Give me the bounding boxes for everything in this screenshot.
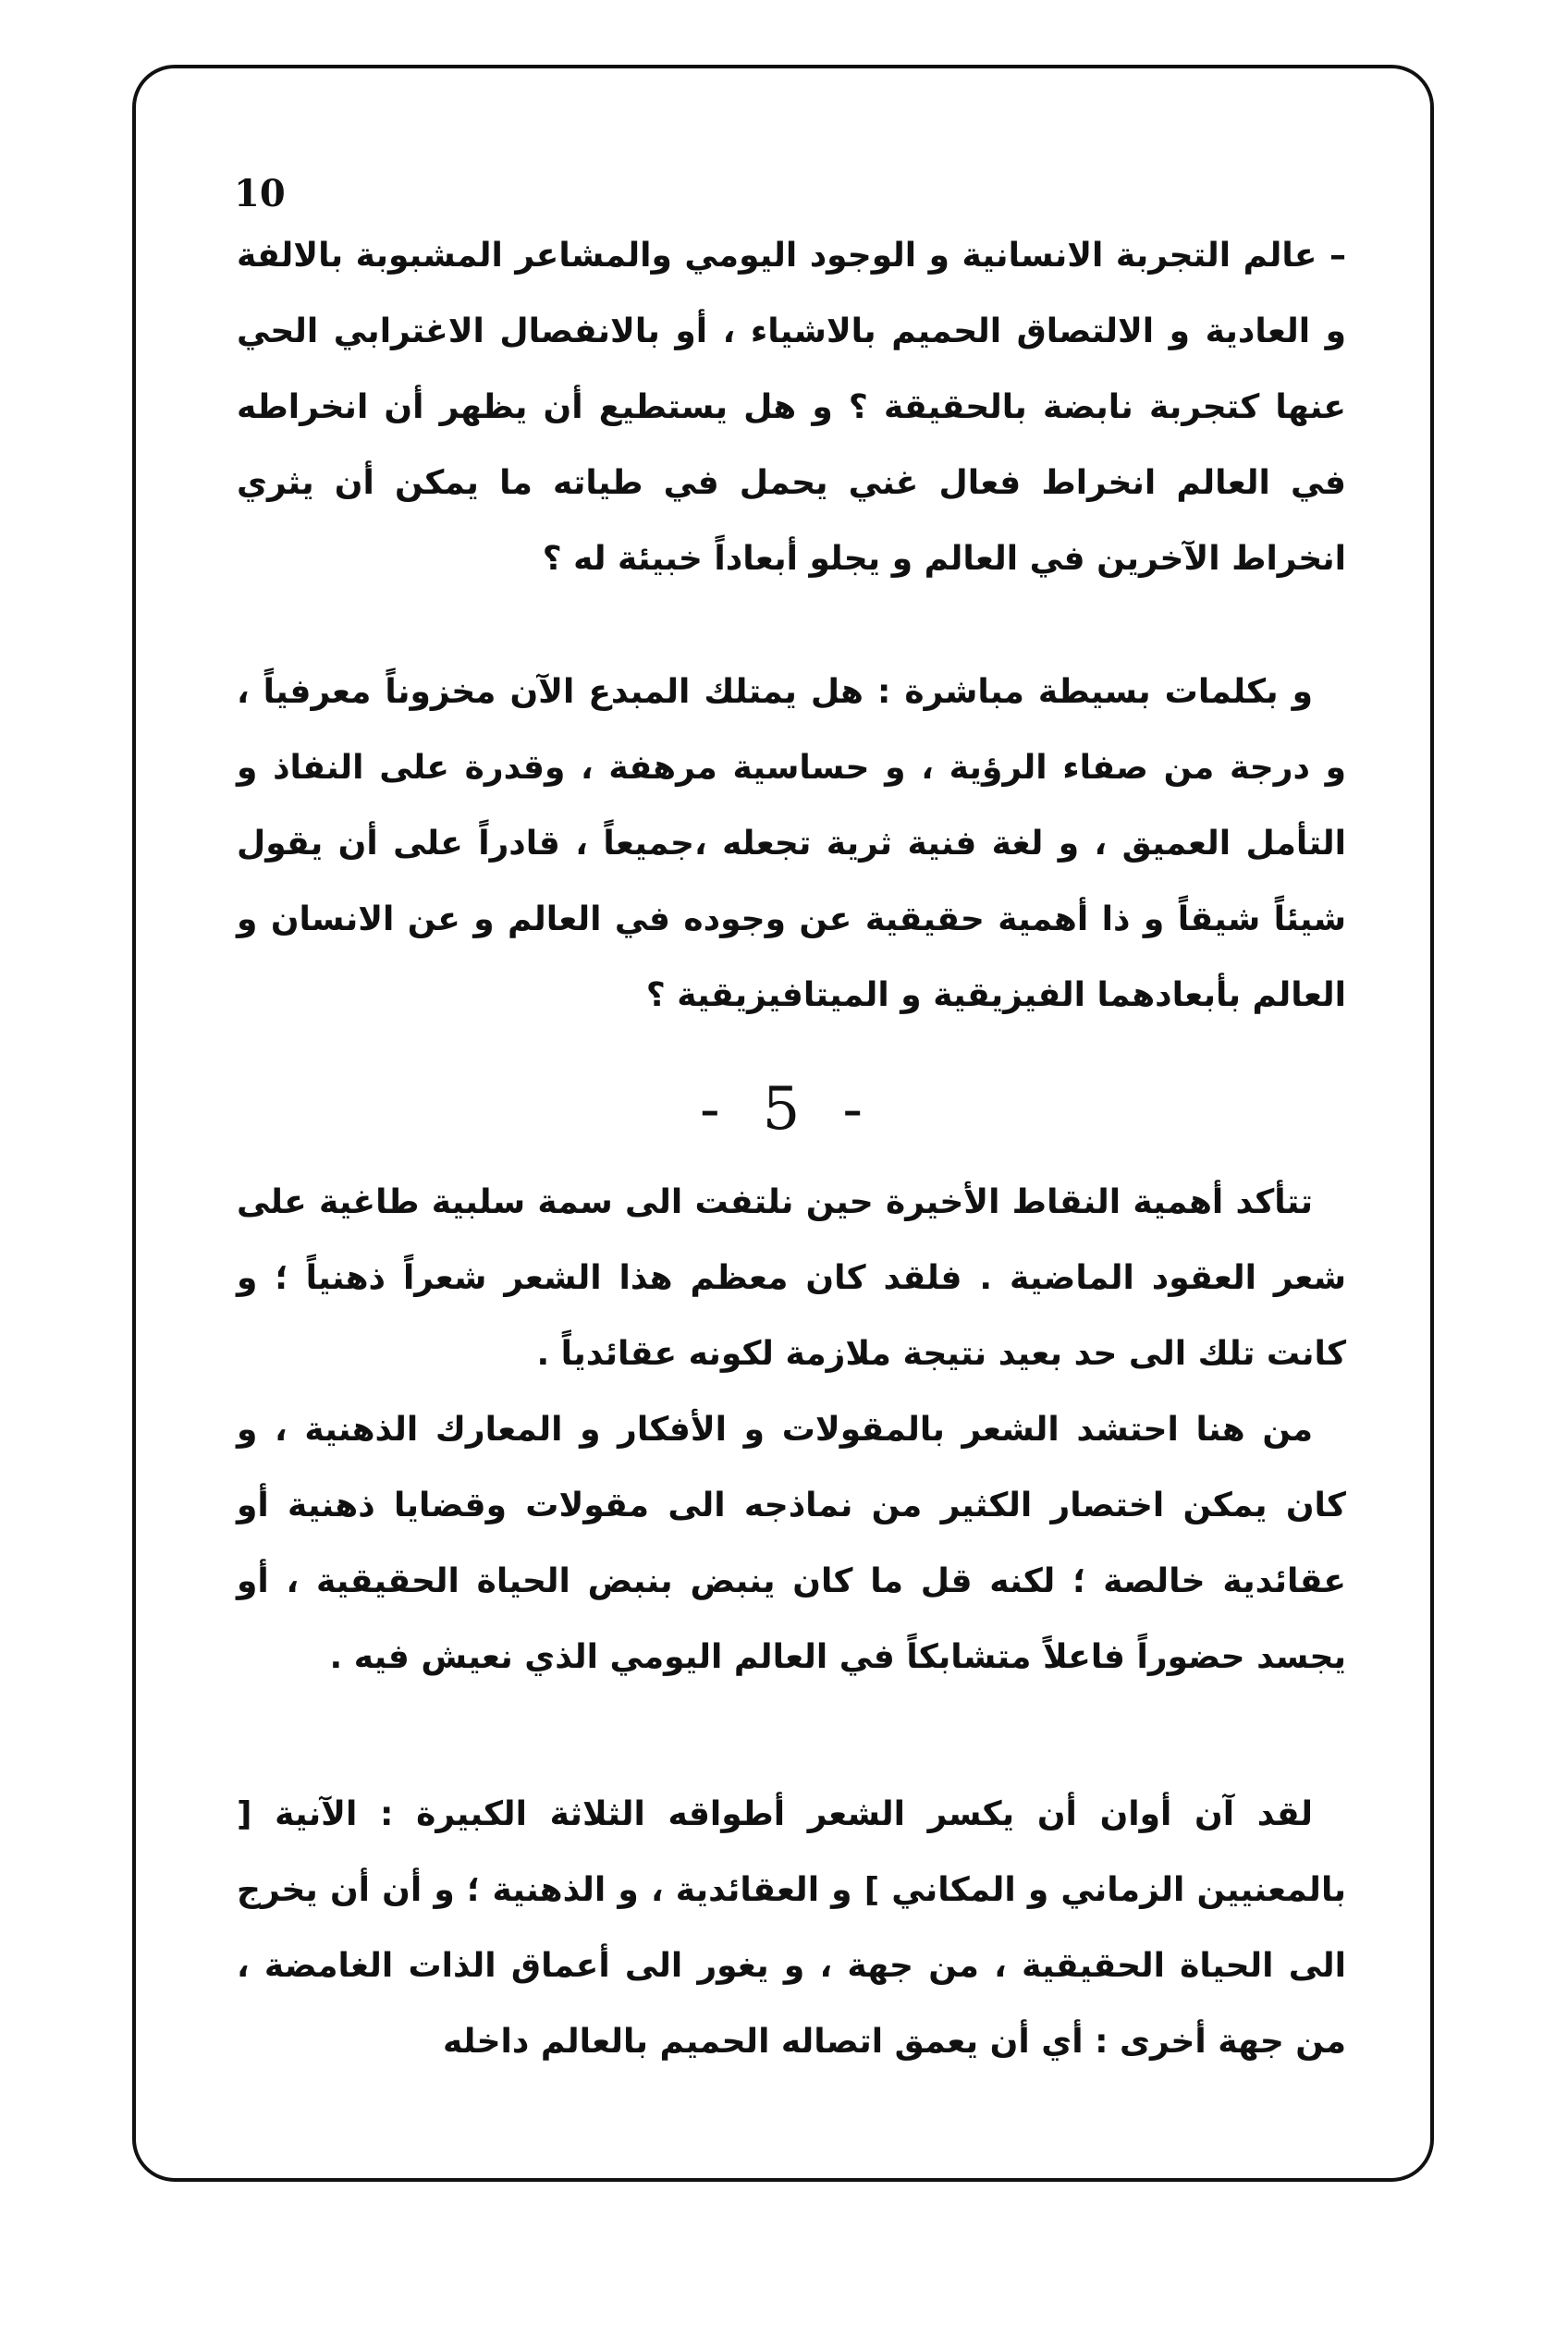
paragraph-text: لقد آن أوان أن يكسر الشعر أطواقه الثلاثة الكبيرة : الآنية [ بالمعنيين الزماني و المكاني ] و العقائدية ، و الذهنية ؛ و أن أن يخرج الى الحياة الحقيقية ، من جهة ، و يغور الى أعماق الذات الغامضة ، من جهة أخرى : أي أن يعمق اتصاله الحميم بالعالم داخله	[237, 1795, 1346, 2061]
section-dash-right: -	[842, 1075, 868, 1144]
paragraph-simple-words	[237, 655, 1346, 1034]
paragraph-experience	[237, 218, 1346, 597]
paragraph-three-rings	[237, 1777, 1346, 2080]
section-heading	[0, 1072, 1568, 1146]
paragraph-text: – عالم التجربة الانسانية و الوجود اليومي والمشاعر المشبوبة بالالفة و العادية و الالتصاق الحميم بالاشياء ، أو بالانفصال الاغترابي الحي عنها كتجربة نابضة بالحقيقة ؟ و هل يستطيع أن يظهر أن انخراطه في العالم انخراط فعال غني يحمل في طياته ما يمكن أن يثري انخراط الآخرين في العالم و يجلو أبعاداً خبيئة له ؟	[237, 237, 1346, 578]
paragraph-text: من هنا احتشد الشعر بالمقولات و الأفكار و المعارك الذهنية ، و كان يمكن اختصار الكثير من نماذجه الى مقولات وقضايا ذهنية أو عقائدية خالصة ؛ لكنه قل ما كان ينبض بنبض الحياة الحقيقية ، أو يجسد حضوراً فاعلاً متشابكاً في العالم اليومي الذي نعيش فيه .	[237, 1411, 1346, 1676]
paragraph-text: تتأكد أهمية النقاط الأخيرة حين نلتفت الى سمة سلبية طاغية على شعر العقود الماضية . فلقد كان معظم هذا الشعر شعراً ذهنياً ؛ و كانت تلك الى حد بعيد نتيجة ملازمة لكونه عقائدياً .	[237, 1183, 1346, 1373]
section-dash-left: -	[700, 1075, 726, 1144]
page-number: 10	[234, 172, 286, 215]
paragraph-group-section-5	[237, 1165, 1346, 1696]
section-number: 5	[762, 1075, 806, 1144]
paragraph-text: و بكلمات بسيطة مباشرة : هل يمتلك المبدع الآن مخزوناً معرفياً ، و درجة من صفاء الرؤية ، و حساسية مرهفة ، وقدرة على النفاذ و التأمل العميق ، و لغة فنية ثرية تجعله ،جميعاً ، قادراً على أن يقول شيئاً شيقاً و ذا أهمية حقيقية عن وجوده في العالم و عن الانسان و العالم بأبعادهما الفيزيقية و الميتافيزيقية ؟	[237, 673, 1346, 1014]
